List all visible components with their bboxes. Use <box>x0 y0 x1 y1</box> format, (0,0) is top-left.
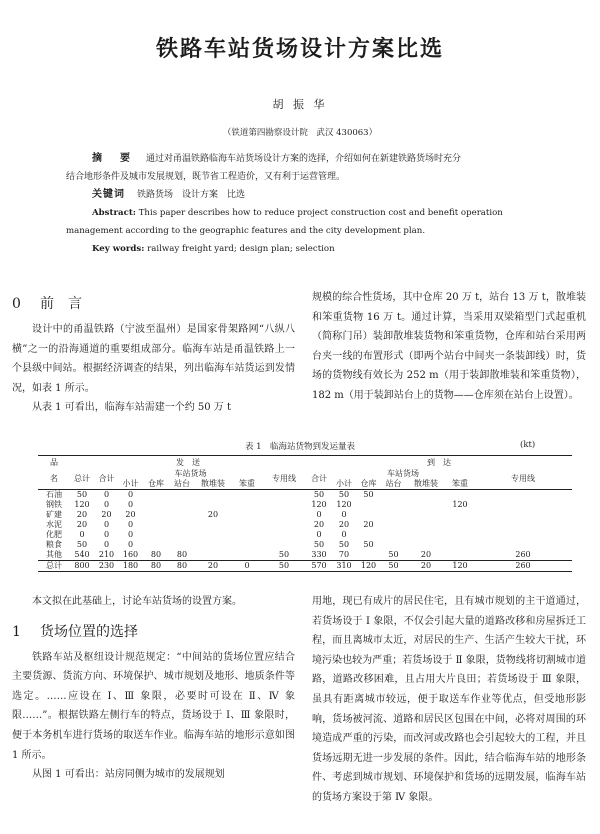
arrive-cell: 260 <box>515 561 531 570</box>
send-cell: 20 <box>207 510 219 519</box>
table-row <box>38 550 572 561</box>
arrive-cell: 120 <box>452 500 468 509</box>
arrive-cell: 50 <box>363 490 374 499</box>
send-cell <box>232 550 262 561</box>
arrive-cell: 120 <box>452 561 468 570</box>
send-cell <box>142 540 170 550</box>
section-0-paragraph-2: 从表 1 可看出，临海车站需建一个约 50 万 t <box>32 402 231 414</box>
send-cell <box>170 540 194 550</box>
th-arrive-heji: 合计 <box>311 474 327 483</box>
arrive-cell: 70 <box>338 550 350 559</box>
send-cell: 210 <box>98 550 115 559</box>
send-cell: 0 <box>127 500 134 509</box>
arrive-cell <box>356 530 381 540</box>
send-cell: 80 <box>176 561 188 570</box>
abstract-en-line-2: management according to the geographic features and the city development plan. <box>66 226 426 236</box>
arrive-cell: 0 <box>341 530 347 539</box>
arrive-cell: 0 <box>316 530 322 539</box>
arrive-cell <box>474 500 572 510</box>
section-0-heading <box>12 288 295 320</box>
send-cell: 0 <box>79 530 85 539</box>
affiliation: （铁道第四勘察设计院 武汉 430063） <box>222 128 378 138</box>
arrive-cell <box>446 490 474 501</box>
row-label: 矿建 <box>46 510 62 519</box>
left-bottom-paragraph-1: 本文拟在此基础上，讨论车站货场的设置方案。 <box>32 596 242 607</box>
arrive-cell <box>446 530 474 540</box>
send-cell <box>142 500 170 510</box>
arrive-cell <box>381 540 406 550</box>
send-cell: 0 <box>127 540 134 549</box>
send-cell: 0 <box>103 540 110 549</box>
send-cell: 50 <box>278 550 290 559</box>
send-cell <box>170 530 194 540</box>
arrive-cell: 20 <box>313 520 325 529</box>
keywords-text: 铁路货场 设计方案 比选 <box>137 190 246 200</box>
abstract-line-1 <box>66 150 544 168</box>
table-row <box>38 561 572 572</box>
th-arrive-zhantai: 站台 <box>385 479 402 488</box>
right-top-paragraph: 规模的综合性货场，其中仓库 20 万 t，站台 13 万 t，散堆装和笨重货物 16 万 t。通过计算，当采用双梁箱型门式起重机（简称门吊）装卸散堆装货物和笨重货物，仓库和站台采用两台夹一线的布置形式（即两个站台中间夹一条装卸线）时，货场的货物线有效长为 252 m（用于装卸散堆装和笨重货物），182 m（用于装卸站台上的货物——仓库须在站台上设置）。 <box>312 292 586 401</box>
arrive-cell <box>446 550 474 561</box>
row-label: 总计 <box>46 561 62 570</box>
table-row <box>38 540 572 550</box>
arrive-cell <box>474 530 572 540</box>
send-cell <box>170 510 194 520</box>
section-0-paragraph-1: 设计中的甬温铁路（宁波至温州）是国家骨架路网“八纵八横”之一的沿海通道的重要组成部分。临海车站是甬温铁路上一个县级中间站。根据经济调查的结果，列出临海车站货运到发情况，如表 1 所示。 <box>12 324 295 394</box>
arrive-cell <box>356 550 381 561</box>
arrive-cell: 120 <box>360 561 377 570</box>
arrive-cell: 0 <box>341 510 347 519</box>
arrive-cell <box>474 540 572 550</box>
paper-title: 铁路车站货场设计方案比选 <box>155 37 444 62</box>
table-row <box>38 530 572 540</box>
send-cell <box>262 500 306 510</box>
section-1-number: 1 <box>12 623 21 640</box>
send-cell <box>170 500 194 510</box>
arrive-cell <box>446 510 474 520</box>
send-cell: 800 <box>74 561 90 570</box>
send-cell <box>170 520 194 530</box>
send-cell: 0 <box>103 520 110 529</box>
right-column-top <box>312 288 586 406</box>
abstract-line-2: 结合地形条件及城市发展规划，既节省工程造价，又有利于运营管理。 <box>66 172 346 182</box>
abstract-en-label: Abstract: <box>92 208 136 218</box>
send-cell <box>232 500 262 510</box>
arrive-cell: 50 <box>338 490 350 499</box>
table-unit: (kt) <box>520 440 536 450</box>
send-cell: 80 <box>150 561 162 570</box>
send-cell: 20 <box>76 510 88 519</box>
send-cell: 0 <box>103 500 110 509</box>
row-label: 水泥 <box>46 520 62 529</box>
th-arrive: 到 达 <box>427 457 451 467</box>
arrive-cell: 50 <box>313 490 325 499</box>
th-send-total: 总计 <box>74 474 90 483</box>
abstract-label: 摘 要 <box>92 153 134 164</box>
section-0-title: 前 言 <box>40 296 82 312</box>
arrive-cell: 0 <box>316 510 322 519</box>
send-cell: 80 <box>150 550 162 559</box>
arrive-cell: 20 <box>420 550 432 559</box>
arrive-cell: 50 <box>388 550 399 559</box>
arrive-cell: 260 <box>515 550 531 559</box>
send-cell: 0 <box>127 520 134 529</box>
th-send-heji: 合计 <box>98 474 115 483</box>
send-cell <box>142 490 170 501</box>
send-cell: 160 <box>122 550 139 559</box>
arrive-cell <box>406 510 446 520</box>
row-label: 石油 <box>46 490 62 499</box>
th-arrive-zhuanyong: 专用线 <box>511 474 535 483</box>
left-column-top <box>12 288 295 418</box>
row-label: 其他 <box>46 550 62 559</box>
send-cell <box>194 490 232 501</box>
abstract-block <box>66 150 544 258</box>
table-row <box>38 500 572 510</box>
th-send-benzhong: 笨重 <box>239 479 255 488</box>
send-cell: 80 <box>176 550 188 559</box>
section-1-paragraph-2: 从图 1 可看出：站房同侧为城市的发展规划 <box>32 769 225 781</box>
send-cell <box>142 510 170 520</box>
send-cell <box>170 490 194 501</box>
th-send-xiaoji: 小计 <box>122 479 139 488</box>
arrive-cell: 20 <box>420 561 432 570</box>
row-label: 粮食 <box>46 540 62 549</box>
arrive-cell <box>474 520 572 530</box>
send-cell <box>194 500 232 510</box>
send-cell <box>194 530 232 540</box>
freight-volume-table <box>38 455 572 572</box>
right-bottom-paragraph: 用地，现已有成片的居民住宅，且有城市规划的主干道通过，若货场设于 Ⅰ 象限，不仅会引起大量的道路改移和房屋拆迁工程，而且离城市太近，对居民的生产、生活产生较大干扰，环境污染也较为严重；若货场设于 Ⅱ 象限，货物线将切割城市道路，道路改移困难，且占用大片良田；若货场设于 Ⅲ 象限，虽具有距离城市较远，便于取送车作业等优点，但受地形影响，货场被河流、道路和居民区包围在中间，必将对周围的环境造成严重的污染，而改河或改路也会引起较大的工程，并且货场远期无进一步发展的条件。因此，结合临海车站的地形条件、考虑到城市规划、环境保护和货场的远期发展，临海车站的货场方案设于第 Ⅳ 象限。 <box>312 596 586 803</box>
arrive-cell <box>406 490 446 501</box>
send-cell: 0 <box>127 490 134 499</box>
send-cell <box>142 520 170 530</box>
th-send-yard: 车站货场 <box>174 469 207 478</box>
arrive-cell <box>406 500 446 510</box>
row-label: 钢铁 <box>46 500 62 509</box>
send-cell: 0 <box>127 530 134 539</box>
send-cell <box>262 540 306 550</box>
send-cell <box>232 530 262 540</box>
send-cell: 50 <box>76 490 88 499</box>
th-arrive-cangku: 仓库 <box>360 479 377 488</box>
send-cell: 0 <box>103 490 110 499</box>
arrive-cell: 330 <box>311 550 327 559</box>
send-cell: 50 <box>278 561 290 570</box>
send-cell <box>194 550 232 561</box>
arrive-cell <box>406 530 446 540</box>
send-cell: 540 <box>74 550 90 559</box>
th-send-zhuanyong: 专用线 <box>272 474 296 483</box>
right-column-bottom <box>312 592 586 808</box>
send-cell <box>194 540 232 550</box>
section-1-heading <box>12 616 295 648</box>
arrive-cell <box>356 500 381 510</box>
send-cell: 50 <box>76 540 88 549</box>
send-cell: 230 <box>98 561 115 570</box>
arrive-cell <box>446 520 474 530</box>
arrive-cell: 310 <box>336 561 352 570</box>
arrive-cell <box>406 520 446 530</box>
send-cell <box>232 540 262 550</box>
arrive-cell <box>381 510 406 520</box>
send-cell: 20 <box>125 510 136 519</box>
table-row <box>38 510 572 520</box>
arrive-cell: 50 <box>313 540 325 549</box>
send-cell: 20 <box>76 520 88 529</box>
th-send: 发 送 <box>176 457 200 467</box>
arrive-cell: 50 <box>338 540 350 549</box>
th-send-cangku: 仓库 <box>148 479 164 488</box>
section-1-paragraph-1: 铁路车站及枢纽设计规范规定：“中间站的货场位置应结合主要货源、货流方向、环境保护、城市规划及地形、地质条件等选定。……应设在 Ⅰ、Ⅲ 象限，必要时可设在 Ⅱ、Ⅳ 象限……”。根据铁路左侧行车的特点，货场设于 Ⅰ、Ⅲ 象限时，便于本务机车进行货场的取送车作业。临海车站的地形示意如图 1 所示。 <box>12 651 295 761</box>
arrive-cell <box>381 530 406 540</box>
left-column-bottom <box>12 592 295 785</box>
th-arrive-benzhong: 笨重 <box>452 479 468 488</box>
arrive-cell <box>474 490 572 501</box>
send-cell <box>262 530 306 540</box>
th-arrive-xiaoji: 小计 <box>336 479 352 488</box>
send-cell: 0 <box>244 561 250 570</box>
table-body <box>38 490 572 572</box>
keywords-en-text: railway freight yard; design plan; selection <box>147 244 335 254</box>
table-caption: 表 1 临海站货物到发运量表 <box>244 442 356 452</box>
send-cell <box>262 510 306 520</box>
send-cell <box>194 520 232 530</box>
send-cell <box>232 520 262 530</box>
send-cell <box>262 520 306 530</box>
table-row <box>38 520 572 530</box>
arrive-cell: 570 <box>311 561 327 570</box>
send-cell <box>142 530 170 540</box>
keywords-en-label: Key words: <box>92 244 145 254</box>
abstract-text-1: 通过对甬温铁路临海车站货场设计方案的选择，介绍如何在新建铁路货场时充分 <box>146 154 462 164</box>
keywords-en-line <box>66 240 544 258</box>
arrive-cell: 120 <box>336 500 352 509</box>
arrive-cell: 120 <box>311 500 327 509</box>
arrive-cell <box>356 510 381 520</box>
arrive-cell: 20 <box>338 520 350 529</box>
table-row <box>38 490 572 501</box>
send-cell <box>262 490 306 501</box>
th-send-zhantai: 站台 <box>174 479 190 488</box>
arrive-cell: 50 <box>388 561 399 570</box>
send-cell: 0 <box>103 530 110 539</box>
keywords-label: 关键词 <box>92 189 125 200</box>
arrive-cell <box>446 540 474 550</box>
send-cell <box>232 490 262 501</box>
send-cell: 20 <box>101 510 112 519</box>
th-pin: 品 <box>50 457 58 467</box>
arrive-cell: 50 <box>363 540 374 549</box>
abstract-en-text-1: This paper describes how to reduce project construction cost and benefit operation <box>138 208 503 218</box>
th-arrive-yard: 车站货场 <box>387 469 419 478</box>
th-ming: 名 <box>50 474 58 483</box>
section-0-number: 0 <box>12 296 21 312</box>
arrive-cell <box>381 520 406 530</box>
send-cell <box>232 510 262 520</box>
author: 胡 振 华 <box>272 98 328 111</box>
arrive-cell <box>381 500 406 510</box>
row-label: 化肥 <box>46 530 62 539</box>
arrive-cell <box>381 490 406 501</box>
th-send-sandui: 散堆装 <box>201 479 225 488</box>
send-cell: 180 <box>122 561 139 570</box>
send-cell: 120 <box>74 500 90 509</box>
keywords-line <box>66 186 544 204</box>
arrive-cell <box>474 510 572 520</box>
th-arrive-sandui: 散堆装 <box>414 479 438 488</box>
abstract-en-line-1 <box>66 204 544 222</box>
arrive-cell <box>406 540 446 550</box>
section-1-title: 货场位置的选择 <box>40 623 138 640</box>
send-cell: 20 <box>207 561 219 570</box>
arrive-cell: 20 <box>363 520 374 529</box>
